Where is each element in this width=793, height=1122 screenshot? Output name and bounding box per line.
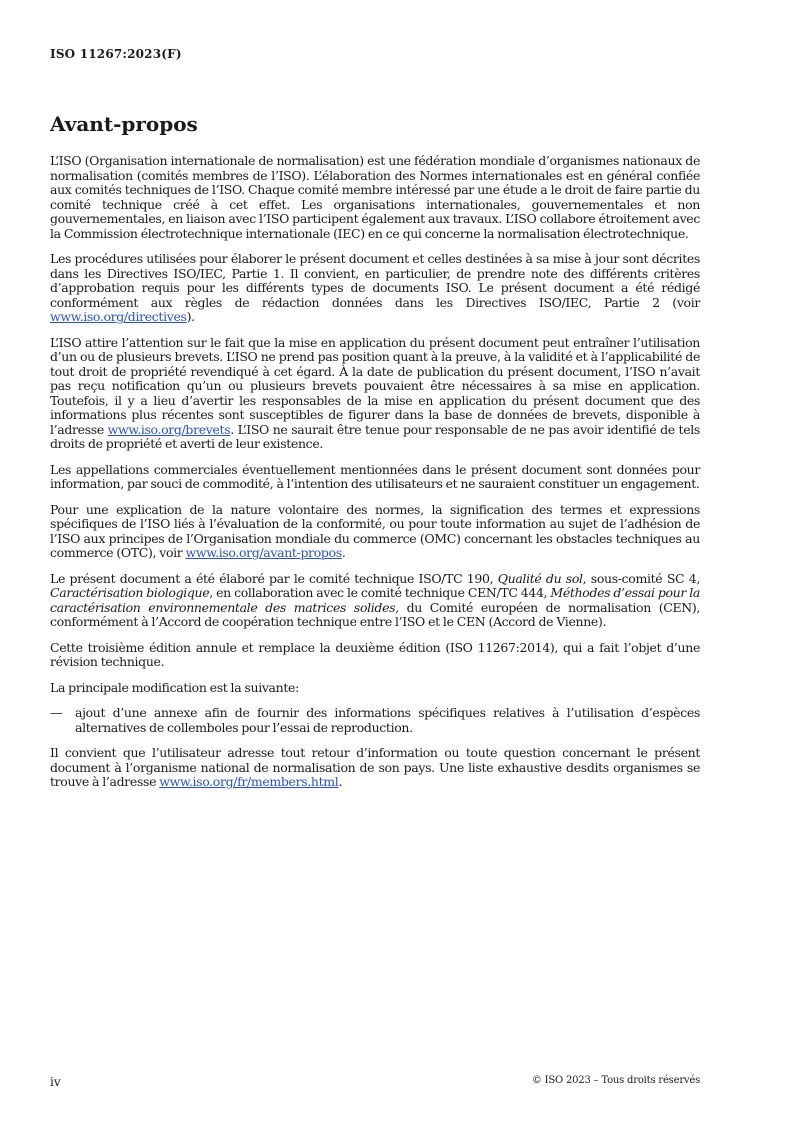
paragraph-patents [50,336,700,452]
page-title: Avant-propos [50,112,198,136]
copyright-notice: © ISO 2023 – Tous droits réservés [531,1075,700,1086]
page-number: iv [50,1075,61,1089]
paragraph-text: , sous-comité SC 4, [582,570,700,586]
paragraph-text: Le présent document a été élaboré par le comité technique ISO/TC 190, [50,570,498,586]
document-identifier: ISO 11267:2023(F) [50,47,182,61]
paragraph-text: , en collaboration avec le comité technique CEN/TC 444, [209,585,551,600]
paragraph-text: Pour une explication de la nature volontaire des normes, la signification des termes et expressions spécifiques de l’ISO liés à l’évaluation de la conformité, ou pour toute information au sujet de l’adhésion de l’ISO aux principes de l’Organisation mondiale du commerce (OMC) concernant les obstacles techniques au commerce (OTC), voir [50,501,700,560]
list-item [50,706,700,735]
committee-title: Qualité du sol [497,570,583,586]
paragraph-changes-intro: La principale modification est la suivante: [50,679,299,695]
subcommittee-title: Caractérisation biologique [50,585,210,600]
members-link[interactable]: www.iso.org/fr/members.html [159,774,339,789]
paragraph-iso-overview: L’ISO (Organisation internationale de normalisation) est une fédération mondiale d’organismes nationaux de normalisation (comités membres de l’ISO). L’élaboration des Normes internationales est en général confiée aux comités techniques de l’ISO. Chaque comité membre intéressé par une étude a le droit de faire partie du comité technique créé à cet effet. Les organisations internationales, gouvernementales et non gouvernementales, en liaison avec l’ISO participent également aux travaux. L’ISO collabore étroitement avec la Commission électrotechnique internationale (IEC) en ce qui concerne la normalisation électrotechnique. [50,153,700,241]
paragraph-procedures [50,252,700,325]
paragraph-text: Il convient que l’utilisateur adresse tout retour d’information ou toute question concernant le présent document à l’organisme national de normalisation de son pays. Une liste exhaustive desdits organismes se trouve à l’adresse [50,745,700,789]
list-dash: — [50,705,63,720]
paragraph-text: Les procédures utilisées pour élaborer le présent document et celles destinées à sa mise à jour sont décrites dans les Directives ISO/IEC, Partie 1. Il convient, en particulier, de prendre note des différents critères d’approbation requis pour les différents types de documents ISO. Le présent document a été rédigé conformément aux règles de rédaction données dans les Directives ISO/IEC, Partie 2 (voir [50,251,700,310]
paragraph-text: du Comité européen de normalisation (CEN), conformément à l’Accord de coopération technique entre l’ISO et le CEN (Accord de Vienne). [50,599,700,629]
foreword-link[interactable]: www.iso.org/avant-propos [185,545,342,560]
list-item-text: ajout d’une annexe afin de fournir des informations spécifiques relatives à l’utilisation d’espèces alternatives de collemboles pour l’essai de reproduction. [75,705,700,735]
paragraph-edition: Cette troisième édition annule et remplace la deuxième édition (ISO 11267:2014), qui a fait l’objet d’une révision technique. [50,639,700,669]
paragraph-text: ). [186,309,195,324]
paragraph-text: . [341,545,346,560]
paragraph-text: . L’ISO ne saurait être tenue pour responsable de ne pas avoir identifié de tels droits de propriété et averti de leur existence. [50,421,700,451]
paragraph-trade-names: Les appellations commerciales éventuellement mentionnées dans le présent document sont données pour information, par souci de commodité, à l’intention des utilisateurs et ne sauraient constituer un engagement. [50,461,700,491]
foreword-body [50,154,700,801]
paragraph-committee [50,572,700,630]
cen-committee-title: Méthodes d’essai pour la caractérisation environnementale des matrices solides, [50,585,700,615]
paragraph-voluntary-nature [50,503,700,561]
paragraph-feedback [50,746,700,790]
patents-link[interactable]: www.iso.org/brevets [107,421,231,437]
paragraph-text: L’ISO attire l’attention sur le fait que la mise en application du présent document peut entraîner l’utilisation d’un ou de plusieurs brevets. L’ISO ne prend pas position quant à la preuve, à la validité et à l’applicabilité de tout droit de propriété revendiqué à cet égard. À la date de publication du présent document, l’ISO n’avait pas reçu notification qu’un ou plusieurs brevets pouvaient être nécessaires à sa mise en application. Toutefois, il y a lieu d’avertir les responsables de la mise en application du présent document que des informations plus récentes sont susceptibles de figurer dans la base de données de brevets, disponible à l’adresse [50,334,700,437]
paragraph-text: . [338,774,343,789]
directives-link[interactable]: www.iso.org/directives [50,309,187,324]
